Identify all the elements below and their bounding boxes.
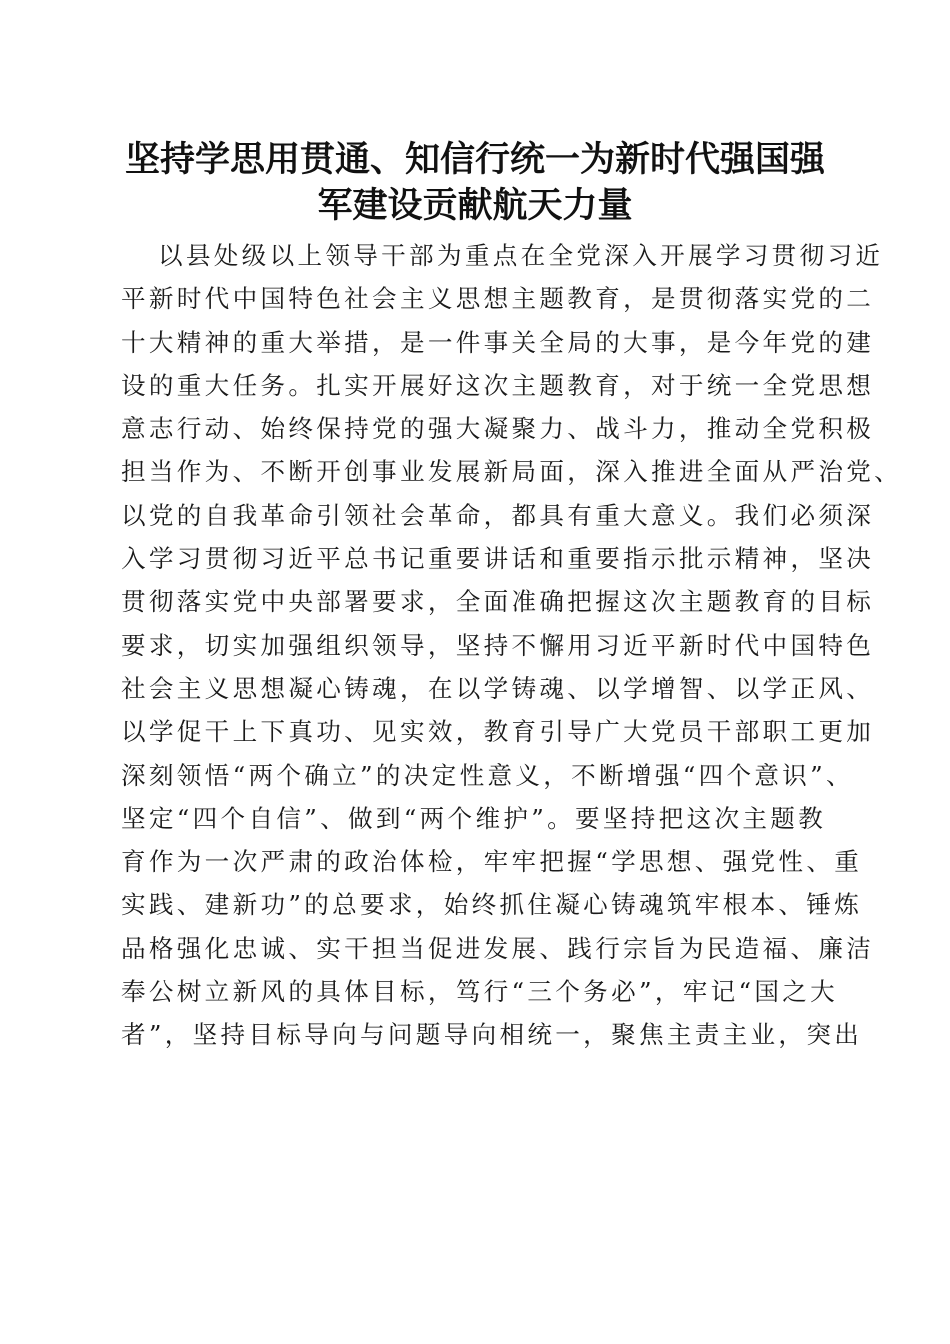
paragraph-line: 深刻领悟“两个确立”的决定性意义，不断增强“四个意识”、 <box>121 760 854 790</box>
paragraph-line: 者”，坚持目标导向与问题导向相统一，聚焦主责主业，突出 <box>121 1020 863 1050</box>
title-line: 坚持学思用贯通、知信行统一为新时代强国强 <box>124 139 825 180</box>
paragraph-line: 平新时代中国特色社会主义思想主题教育，是贯彻落实党的二 <box>121 284 875 314</box>
paragraph-line: 设的重大任务。扎实开展好这次主题教育，对于统一全党思想 <box>121 370 875 400</box>
paragraph-line: 以党的自我革命引领社会革命，都具有重大意义。我们必须深 <box>121 500 875 530</box>
title-line: 军建设贡献航天力量 <box>317 185 633 226</box>
document-title <box>100 137 850 229</box>
paragraph-line: 十大精神的重大举措，是一件事关全局的大事，是今年党的建 <box>121 327 875 357</box>
paragraph-line: 入学习贯彻习近平总书记重要讲话和重要指示批示精神，坚决 <box>121 544 875 574</box>
paragraph-line: 社会主义思想凝心铸魂，在以学铸魂、以学增智、以学正风、 <box>121 673 875 703</box>
body-paragraph <box>121 234 903 1057</box>
paragraph-line: 实践、建新功”的总要求，始终抓住凝心铸魂筑牢根本、锤炼 <box>121 890 863 920</box>
paragraph-line: 贯彻落实党中央部署要求，全面准确把握这次主题教育的目标 <box>121 587 875 617</box>
paragraph-line: 育作为一次严肃的政治体检，牢牢把握“学思想、强党性、重 <box>121 847 863 877</box>
paragraph-line: 以学促干上下真功、见实效，教育引导广大党员干部职工更加 <box>121 717 875 747</box>
paragraph-line: 意志行动、始终保持党的强大凝聚力、战斗力，推动全党积极 <box>121 414 875 444</box>
paragraph-line: 要求，切实加强组织领导，坚持不懈用习近平新时代中国特色 <box>121 630 875 660</box>
paragraph-line: 坚定“四个自信”、做到“两个维护”。要坚持把这次主题教 <box>121 803 827 833</box>
paragraph-line: 担当作为、不断开创事业发展新局面，深入推进全面从严治党、 <box>121 457 903 487</box>
paragraph-line: 品格强化忠诚、实干担当促进发展、践行宗旨为民造福、廉洁 <box>121 933 875 963</box>
paragraph-line-first: 以县处级以上领导干部为重点在全党深入开展学习贯彻习近 <box>158 241 884 270</box>
paragraph-line: 奉公树立新风的具体目标，笃行“三个务必”，牢记“国之大 <box>121 977 839 1007</box>
